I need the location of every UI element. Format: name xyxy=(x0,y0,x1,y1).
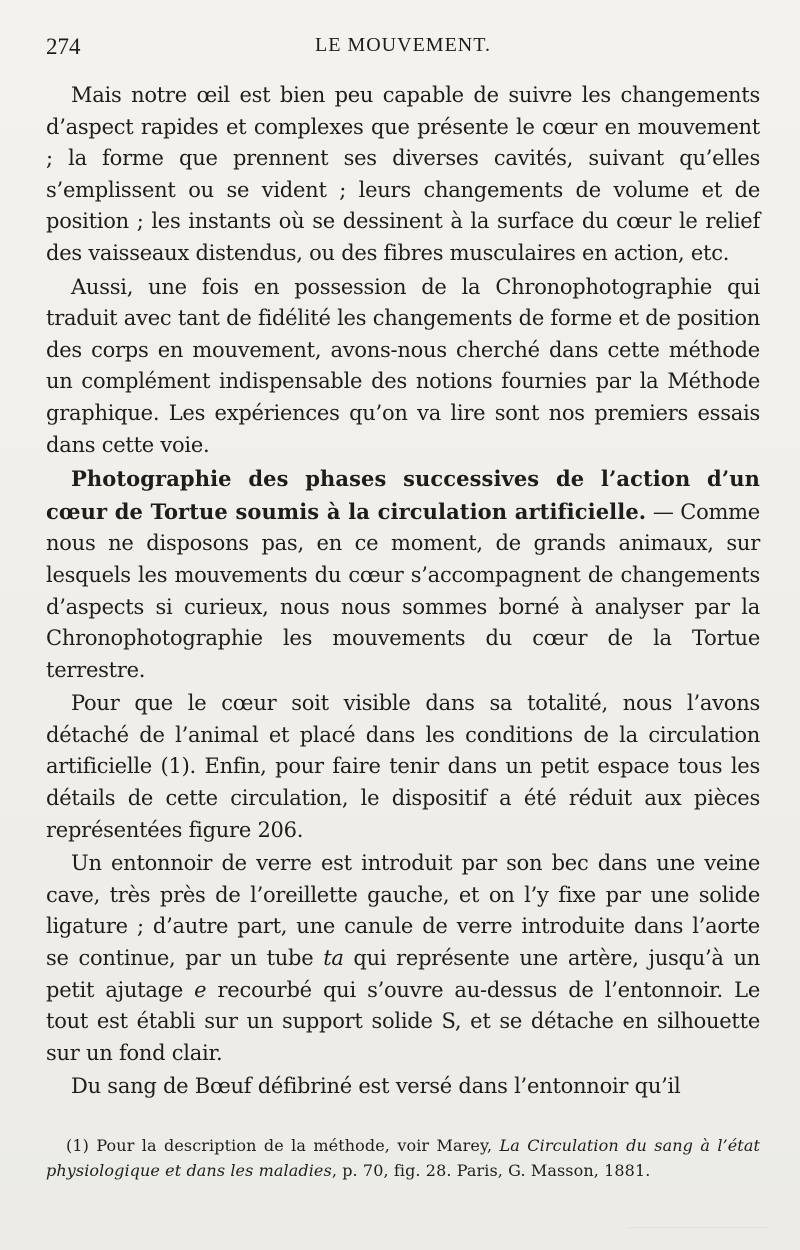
paragraph-5-text-middle: qui représente une artère, jusqu’à un petit ajutage xyxy=(46,946,760,1002)
page-number: 274 xyxy=(46,34,81,59)
paragraph-5-text-before: Un entonnoir de verre est introduit par son bec dans une veine cave, très près de l’oreillette gauche, et on l’y fixe par une solide ligature ; d’autre part, une canule de verre introduite dans l’aorte se continue, par un tube xyxy=(46,851,760,971)
footnote-italic-title: La Circulation du sang à l’état physiologique et dans les maladies xyxy=(46,1136,761,1180)
footnote-mark: (1) xyxy=(66,1136,89,1155)
paragraph-5-italic-e: e xyxy=(194,977,207,1002)
section-text: Comme nous ne disposons pas, en ce moment, de grands animaux, sur lesquels les mouvements du cœur s’accompagnent de changements d’aspects si curieux, nous nous sommes borné à analyser par la Chronophotographie les mouvements du cœur de la Tortue terrestre. xyxy=(46,499,760,682)
paragraph-3 xyxy=(46,463,760,686)
page-ghost-mark xyxy=(628,1227,768,1234)
paragraph-4: Pour que le cœur soit visible dans sa totalité, nous l’avons détaché de l’animal et placé dans les conditions de la circulation artificielle (1). Enfin, pour faire tenir dans un petit espace tous les détails de cette circulation, le dispositif a été réduit aux pièces représentées figure 206. xyxy=(46,691,760,842)
body-text xyxy=(46,80,760,1103)
paragraph-5-italic-ta: ta xyxy=(323,946,344,971)
page-header xyxy=(46,34,760,70)
section-title: Photographie des phases successives de l’action d’un cœur de Tortue soumis à la circulation artificielle. xyxy=(46,466,760,524)
footnote xyxy=(46,1133,760,1183)
footnote-text-before: Pour la description de la méthode, voir Marey, xyxy=(88,1136,500,1155)
footnote-text-after: , p. 70, fig. 28. Paris, G. Masson, 1881. xyxy=(331,1161,651,1180)
paragraph-5 xyxy=(46,848,760,1069)
paragraph-1: Mais notre œil est bien peu capable de suivre les changements d’aspect rapides et complexes que présente le cœur en mouvement ; la forme que prennent ses diverses cavités, suivant qu’elles s’emplissent ou se vident ; leurs changements de volume et de position ; les instants où se dessinent à la surface du cœur le relief des vaisseaux distendus, ou des fibres musculaires en action, etc. xyxy=(46,83,760,265)
paragraph-6: Du sang de Bœuf défibriné est versé dans l’entonnoir qu’il xyxy=(71,1074,681,1099)
section-dash: — xyxy=(652,499,674,524)
paragraph-5-text-after: recourbé qui s’ouvre au-dessus de l’entonnoir. Le tout est établi sur un support solide S, et se détache en silhouette sur un fond clair. xyxy=(46,977,760,1065)
paragraph-2: Aussi, une fois en possession de la Chronophotographie qui traduit avec tant de fidélité les changements de forme et de position des corps en mouvement, avons-nous cherché dans cette méthode un complément indispensable des notions fournies par la Méthode graphique. Les expériences qu’on va lire sont nos premiers essais dans cette voie. xyxy=(46,274,760,457)
running-title: LE MOUVEMENT. xyxy=(315,34,491,56)
